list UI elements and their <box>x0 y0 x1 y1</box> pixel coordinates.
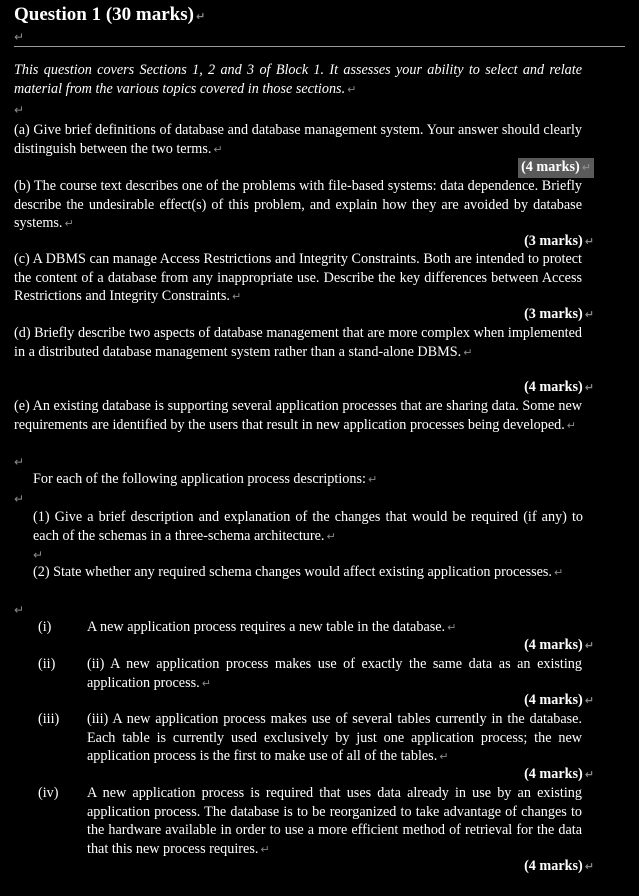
part-a-text: (a) Give brief definitions of database and database management system. Your answer should clearly distinguish between the two terms. ↵ <box>14 122 582 157</box>
part-e-text: (e) An existing database is supporting several application processes that are sharing data. Some new requirements are identified by the users that result in new application processes being developed. ↵ <box>14 398 582 433</box>
subitem-text: A new application process is required that uses data already in use by an existing application process. The database is to be reorganized to take advantage of changes to the hardware available in order to use a more efficient method of retrieval for the data that this new process requires. ↵ <box>87 785 582 857</box>
subitem-numeral: (iii) <box>38 711 60 727</box>
divider <box>14 46 625 47</box>
subitem-text: (iii) A new application process makes use of several tables currently in the database. Each table is currently used exclusively by just one application process; the new application process is the first to make use of all of the tables. ↵ <box>87 711 582 764</box>
subitem-numeral: (iv) <box>38 785 59 801</box>
paragraph-mark: ↵ <box>14 492 25 506</box>
subitem-marks: (4 marks) ↵ <box>524 637 594 653</box>
subitem-marks: (4 marks) ↵ <box>524 692 594 708</box>
paragraph-mark: ↵ <box>14 455 25 469</box>
paragraph-mark: ↵ <box>14 30 25 44</box>
question-title: Question 1 (30 marks) ↵ <box>14 4 206 25</box>
subitem-text: A new application process requires a new table in the database. ↵ <box>87 619 457 635</box>
part-d-text: (d) Briefly describe two aspects of database management that are more complex when implemented in a distributed database management system rather than a stand-alone DBMS. ↵ <box>14 325 582 360</box>
subitem-marks: (4 marks) ↵ <box>524 858 594 874</box>
for-each-text: For each of the following application process descriptions: ↵ <box>33 471 378 487</box>
paragraph-mark: ↵ <box>14 603 25 617</box>
part-b-text: (b) The course text describes one of the problems with file-based systems: data dependence. Briefly describe the undesirable effect(s) of this problem, and explain how they are avoided by database systems. ↵ <box>14 178 582 231</box>
subitem-text: (ii) A new application process makes use of exactly the same data as an existing application process. ↵ <box>87 656 582 691</box>
subitem-marks: (4 marks) ↵ <box>524 766 594 782</box>
part-d-marks: (4 marks) ↵ <box>524 379 594 395</box>
part-b-marks: (3 marks) ↵ <box>524 233 594 249</box>
subitem-numeral: (ii) <box>38 656 56 672</box>
part-c-text: (c) A DBMS can manage Access Restrictions and Integrity Constraints. Both are intended to protect the content of a database from any inappropriate use. Describe the key differences between Access Restrictions and Integrity Constraints. ↵ <box>14 251 582 304</box>
intro-text: This question covers Sections 1, 2 and 3 of Block 1. It assesses your ability to select and relate material from the various topics covered in those sections. ↵ <box>14 62 582 97</box>
instruction-2: (2) State whether any required schema changes would affect existing application processes. ↵ <box>33 564 564 580</box>
instruction-1: (1) Give a brief description and explanation of the changes that would be required (if any) to each of the schemas in a three-schema architecture. ↵ <box>33 509 583 544</box>
part-a-marks: (4 marks) ↵ <box>518 158 594 178</box>
part-c-marks: (3 marks) ↵ <box>524 306 594 322</box>
subitem-numeral: (i) <box>38 619 52 635</box>
paragraph-mark: ↵ <box>14 103 25 117</box>
paragraph-mark: ↵ <box>33 548 44 562</box>
